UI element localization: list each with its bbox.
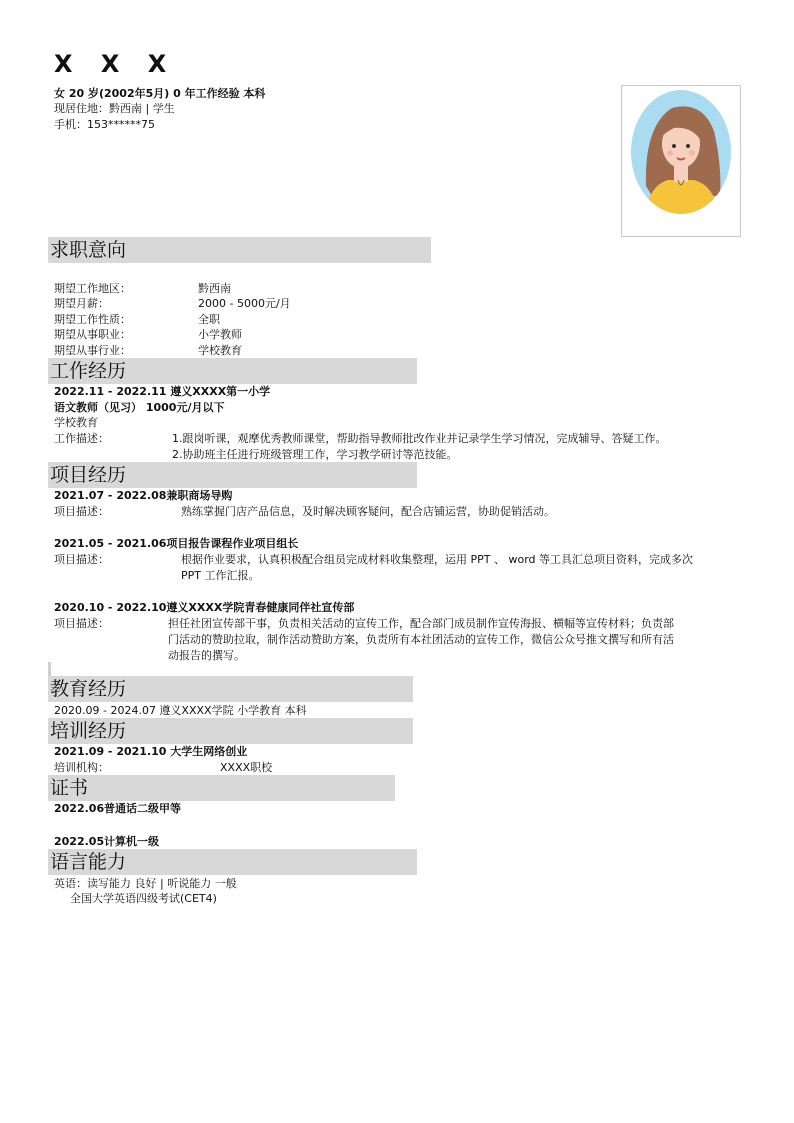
project-desc-label: 项目描述：: [54, 617, 109, 630]
section-training: [48, 718, 413, 744]
section-title-certificate: 证书: [50, 777, 89, 799]
language-cert: 全国大学英语四级考试(CET4): [70, 892, 217, 905]
training-title: 2021.09 - 2021.10 大学生网络创业: [54, 745, 248, 758]
project-title: 2020.10 - 2022.10遵义XXXX学院青春健康同伴社宣传部: [54, 601, 355, 614]
project-desc: 根据作业要求，认真积极配合组员完成材料收集整理，运用 PPT 、 word 等工具汇总项目资料，完成多次: [181, 553, 694, 566]
project-desc: 担任社团宣传部干事，负责相关活动的宣传工作，配合部门成员制作宣传海报、横幅等宣传材料；负责部: [168, 617, 674, 630]
profile-photo: [621, 85, 741, 237]
residence-line: 现居住地：黔西南 | 学生: [54, 102, 175, 115]
work-period-company: 2022.11 - 2022.11 遵义XXXX第一小学: [54, 385, 271, 398]
section-bar: [132, 849, 417, 875]
training-org-label: 培训机构：: [54, 761, 109, 774]
margin-marker: [48, 662, 51, 676]
project-desc: 熟练掌握门店产品信息，及时解决顾客疑问，配合店铺运营，协助促销活动。: [181, 505, 555, 518]
work-desc-label: 工作描述：: [54, 432, 109, 445]
phone-line: 手机：153******75: [54, 118, 155, 131]
intention-label: 期望工作地区：: [54, 282, 131, 295]
section-certificates: [48, 775, 395, 801]
section-title-project: 项目经历: [48, 462, 132, 488]
section-work-experience: [48, 358, 417, 384]
project-title: 2021.07 - 2022.08兼职商场导购: [54, 489, 233, 502]
candidate-name: X X X: [54, 50, 177, 78]
project-desc: 动报告的撰写。: [168, 649, 245, 662]
section-title-work: 工作经历: [48, 358, 132, 384]
work-desc-item: 1.跟岗听课，观摩优秀教师课堂，帮助指导教师批改作业并记录学生学习情况，完成辅导、答疑工作。: [172, 432, 667, 445]
section-job-intention: [48, 237, 431, 263]
intention-label: 期望从事职业：: [54, 328, 131, 341]
intention-value: 全职: [198, 313, 220, 326]
section-education: [48, 676, 413, 702]
intention-label: 期望工作性质：: [54, 313, 131, 326]
section-title-education: 教育经历: [48, 676, 132, 702]
work-desc-item: 2.协助班主任进行班级管理工作，学习教学研讨等范技能。: [172, 448, 458, 461]
project-desc: PPT 工作汇报。: [181, 569, 260, 582]
project-desc-label: 项目描述：: [54, 553, 109, 566]
section-language: [48, 849, 417, 875]
intention-value: 2000 - 5000元/月: [198, 297, 291, 310]
basic-info-line: 女 20 岁(2002年5月) 0 年工作经验 本科: [54, 87, 266, 100]
section-title-intention: 求职意向: [48, 237, 132, 263]
intention-label: 期望从事行业：: [54, 344, 131, 357]
intention-value: 学校教育: [198, 344, 242, 357]
certificate-name: 普通话二级甲等: [104, 802, 181, 815]
section-bar: [90, 775, 395, 801]
project-title: 2021.05 - 2021.06项目报告课程作业项目组长: [54, 537, 299, 550]
work-position-salary: 语文教师（见习） 1000元/月以下: [54, 401, 225, 414]
certificate-date: 2022.06: [54, 802, 105, 815]
education-row: 2020.09 - 2024.07 遵义XXXX学院 小学教育 本科: [54, 704, 307, 717]
section-bar: [132, 718, 413, 744]
section-project-experience: [48, 462, 417, 488]
project-desc: 门活动的赞助拉取，制作活动赞助方案，负责所有本社团活动的宣传工作，微信公众号推文撰写和所有活: [168, 633, 674, 646]
intention-label: 期望月薪：: [54, 297, 109, 310]
certificate-name: 计算机一级: [104, 835, 159, 848]
avatar-woman-icon: [622, 86, 740, 236]
intention-value: 黔西南: [198, 282, 231, 295]
intention-value: 小学教师: [198, 328, 242, 341]
section-title-training: 培训经历: [48, 718, 132, 744]
work-industry: 学校教育: [54, 416, 98, 429]
section-bar: [132, 358, 417, 384]
section-bar: [132, 462, 417, 488]
language-line: 英语：读写能力 良好 | 听说能力 一般: [54, 877, 237, 890]
section-bar: [132, 676, 413, 702]
section-title-language: 语言能力: [48, 849, 132, 875]
section-bar: [132, 237, 431, 263]
training-org-value: XXXX职校: [220, 761, 273, 774]
project-desc-label: 项目描述：: [54, 505, 109, 518]
certificate-date: 2022.05: [54, 835, 105, 848]
